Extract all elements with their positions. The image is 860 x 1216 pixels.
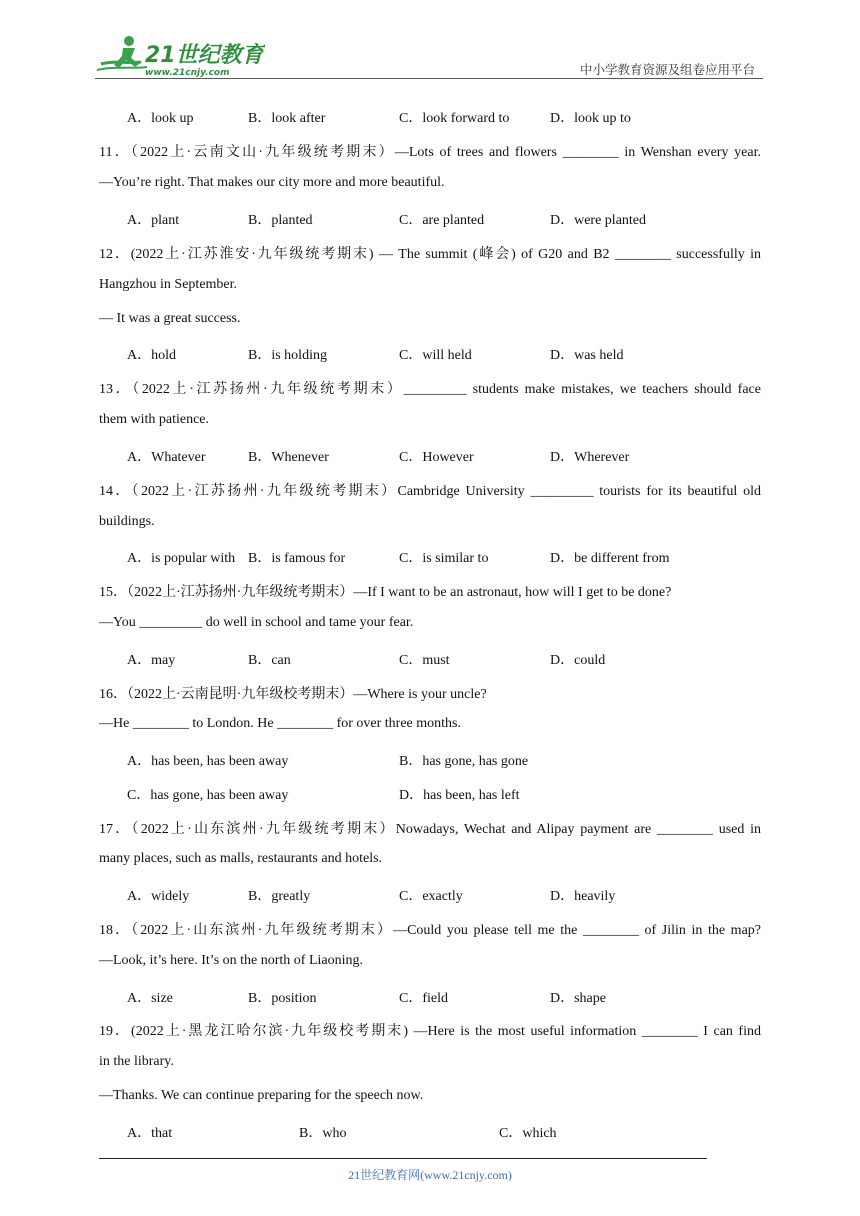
q17-option-d: D．heavily (550, 889, 616, 904)
q19-option-b: B．who (299, 1126, 347, 1141)
q13-option-b: B．Whenever (248, 450, 329, 465)
q17-option-b: B．greatly (248, 889, 311, 904)
q16-stem: 16．（2022上·云南昆明·九年级校考期末）—Where is your uncle? (99, 687, 487, 702)
q11-option-c: C．are planted (399, 213, 485, 228)
q12-option-c: C．will held (399, 348, 472, 363)
q16-option-d: D．has been, has left (399, 788, 520, 803)
q19-stem-3: —Thanks. We can continue preparing for the speech now. (99, 1088, 424, 1103)
q12-stem-2: Hangzhou in September. (99, 277, 238, 292)
q12-option-a: A．hold (127, 348, 176, 363)
q11-stem-2: —You’re right. That makes our city more and more beautiful. (99, 175, 445, 190)
q14-option-b: B．is famous for (248, 551, 346, 566)
q14-option-d: D．be different from (550, 551, 670, 566)
q17-stem: 17．（2022上·山东滨州·九年级统考期末）Nowadays, Wechat and Alipay payment are ________ used in (99, 822, 761, 837)
q16-option-c: C．has gone, has been away (127, 788, 289, 803)
q13-stem-2: them with patience. (99, 412, 210, 427)
q19-stem-2: in the library. (99, 1054, 174, 1069)
q19-stem: 19．(2022上·黑龙江哈尔滨·九年级校考期末) —Here is the most useful information ________ I can find (99, 1024, 761, 1039)
q16-stem-2: —He ________ to London. He ________ for over three months. (99, 716, 461, 731)
q13-option-c: C．However (399, 450, 474, 465)
q18-stem: 18．（2022上·山东滨州·九年级统考期末）—Could you please tell me the ________ of Jilin in the map? (99, 923, 761, 938)
q17-stem-2: many places, such as malls, restaurants and hotels. (99, 851, 383, 866)
q14-stem: 14．（2022上·江苏扬州·九年级统考期末）Cambridge University _________ tourists for its beautiful old (99, 484, 761, 499)
q16-option-a: A．has been, has been away (127, 754, 289, 769)
q10-option-b: B．look after (248, 111, 326, 126)
q12-stem: 12．(2022上·江苏淮安·九年级统考期末) — The summit (峰会) of G20 and B2 ________ successfully in (99, 247, 761, 262)
q15-stem-2: —You _________ do well in school and tame your fear. (99, 615, 414, 630)
q15-option-d: D．could (550, 653, 606, 668)
q10-option-a: A．look up (127, 111, 194, 126)
q11-option-a: A．plant (127, 213, 180, 228)
footer-link[interactable]: 21世纪教育网(www.21cnjy.com) (348, 1168, 512, 1182)
q17-option-a: A．widely (127, 889, 190, 904)
q11-option-b: B．planted (248, 213, 313, 228)
q18-stem-2: —Look, it’s here. It’s on the north of Liaoning. (99, 953, 364, 968)
q18-option-d: D．shape (550, 991, 606, 1006)
q13-stem: 13．（2022上·江苏扬州·九年级统考期末）_________ students make mistakes, we teachers should face (99, 382, 761, 397)
q14-option-a: A．is popular with (127, 551, 236, 566)
platform-name: 中小学教育资源及组卷应用平台 (579, 62, 755, 77)
q15-stem: 15．（2022上·江苏扬州·九年级统考期末）—If I want to be an astronaut, how will I get to be done? (99, 585, 672, 600)
q18-option-a: A．size (127, 991, 173, 1006)
q11-stem: 11．（2022上·云南文山·九年级统考期末）—Lots of trees and flowers ________ in Wenshan every year. (99, 145, 761, 160)
header-divider (95, 78, 763, 79)
q13-option-a: A．Whatever (127, 450, 206, 465)
q11-option-d: D．were planted (550, 213, 647, 228)
q19-option-c: C．which (499, 1126, 557, 1141)
q10-option-d: D．look up to (550, 111, 631, 126)
q12-stem-3: — It was a great success. (99, 311, 241, 326)
q18-option-c: C．field (399, 991, 448, 1006)
q15-option-c: C．must (399, 653, 450, 668)
q12-option-b: B．is holding (248, 348, 327, 363)
q15-option-b: B．can (248, 653, 291, 668)
q16-option-b: B．has gone, has gone (399, 754, 529, 769)
q15-option-a: A．may (127, 653, 176, 668)
footer-divider (99, 1158, 707, 1159)
q17-option-c: C．exactly (399, 889, 463, 904)
logo-21cnjy (95, 34, 265, 78)
q12-option-d: D．was held (550, 348, 624, 363)
q14-option-c: C．is similar to (399, 551, 489, 566)
q14-stem-2: buildings. (99, 514, 155, 529)
page-header (95, 30, 763, 80)
q18-option-b: B．position (248, 991, 317, 1006)
q19-option-a: A．that (127, 1126, 173, 1141)
q10-option-c: C．look forward to (399, 111, 510, 126)
logo-url: www.21cnjy.com (145, 68, 230, 78)
logo-text: 21世纪教育 (145, 43, 264, 68)
q13-option-d: D．Wherever (550, 450, 630, 465)
